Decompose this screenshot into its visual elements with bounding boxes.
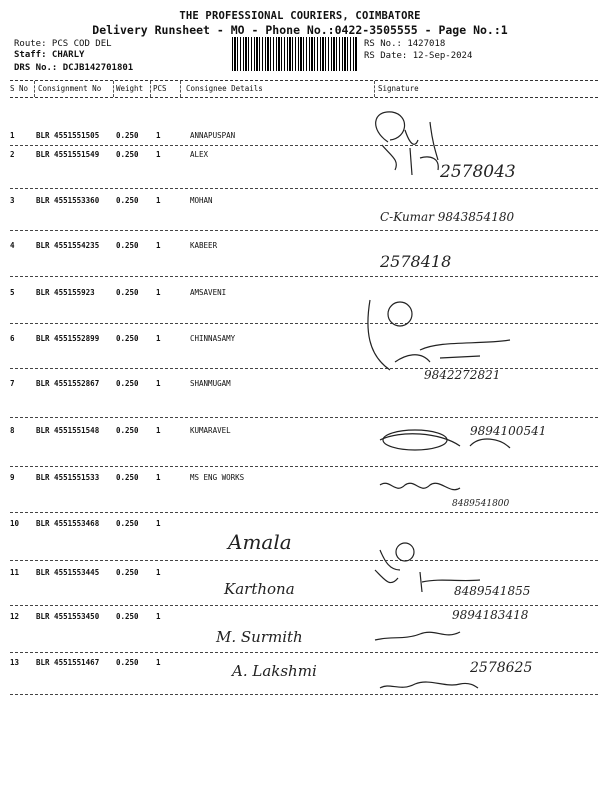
row-pcs: 1 xyxy=(156,519,161,528)
runsheet-subtitle: Delivery Runsheet - MO - Phone No.:0422-3505555 - Page No.:1 xyxy=(92,23,508,37)
row-weight: 0.250 xyxy=(116,612,139,621)
row-consignment: BLR 4551553445 xyxy=(36,568,100,577)
row-consignment: BLR 4551552899 xyxy=(36,334,100,343)
row-consignment: BLR 4551553360 xyxy=(36,196,100,205)
barcode-image xyxy=(232,37,358,71)
row-consignee: KUMARAVEL xyxy=(190,426,231,435)
staff-label: Staff: CHARLY xyxy=(14,50,85,60)
row-weight: 0.250 xyxy=(116,473,139,482)
row-consignment: BLR 4551551505 xyxy=(36,131,100,140)
row-weight: 0.250 xyxy=(116,426,139,435)
row-sno: 11 xyxy=(10,568,20,577)
row-sno: 12 xyxy=(10,612,20,621)
row-consignee: CHINNASAMY xyxy=(190,334,236,343)
row-pcs: 1 xyxy=(156,334,161,343)
row-weight: 0.250 xyxy=(116,334,139,343)
handwritten-number: 2578043 xyxy=(440,162,516,182)
row-sno: 3 xyxy=(10,196,15,205)
row-sno: 7 xyxy=(10,379,15,388)
handwritten-number: 8489541855 xyxy=(454,584,531,598)
table-header xyxy=(10,80,598,98)
row-consignment: BLR 4551553450 xyxy=(36,612,100,621)
handwritten-name: M. Surmith xyxy=(216,628,303,646)
row-sno: 2 xyxy=(10,150,15,159)
row-pcs: 1 xyxy=(156,379,161,388)
row-consignee: SHANMUGAM xyxy=(190,379,231,388)
row-consignment: BLR 4551551533 xyxy=(36,473,100,482)
handwritten-number: 2578625 xyxy=(470,660,533,676)
col-consignee: Consignee Details xyxy=(186,84,263,93)
row-consignee: MOHAN xyxy=(190,196,213,205)
row-pcs: 1 xyxy=(156,612,161,621)
row-sno: 6 xyxy=(10,334,15,343)
row-weight: 0.250 xyxy=(116,379,139,388)
row-sno: 10 xyxy=(10,519,20,528)
col-weight: Weight xyxy=(116,84,144,93)
row-sno: 13 xyxy=(10,658,20,667)
col-consignment: Consignment No xyxy=(38,84,102,93)
row-sno: 8 xyxy=(10,426,15,435)
row-pcs: 1 xyxy=(156,568,161,577)
handwritten-number: 9894100541 xyxy=(470,424,547,438)
row-consignment: BLR 455155923 xyxy=(36,288,95,297)
handwritten-name: Amala xyxy=(228,530,292,554)
handwritten-note: C-Kumar 9843854180 xyxy=(380,210,515,224)
handwritten-number: 9842272821 xyxy=(424,368,501,382)
handwritten-number: 8489541800 xyxy=(452,499,510,509)
row-pcs: 1 xyxy=(156,426,161,435)
row-consignee: ALEX xyxy=(190,150,209,159)
row-consignment: BLR 4551552867 xyxy=(36,379,100,388)
row-weight: 0.250 xyxy=(116,241,139,250)
row-pcs: 1 xyxy=(156,241,161,250)
row-weight: 0.250 xyxy=(116,288,139,297)
company-title: THE PROFESSIONAL COURIERS, COIMBATORE xyxy=(179,10,421,22)
handwritten-number: 2578418 xyxy=(380,252,452,271)
row-pcs: 1 xyxy=(156,150,161,159)
row-sno: 5 xyxy=(10,288,15,297)
row-weight: 0.250 xyxy=(116,150,139,159)
row-weight: 0.250 xyxy=(116,658,139,667)
col-signature: Signature xyxy=(378,84,419,93)
row-consignee: ANNAPUSPAN xyxy=(190,131,236,140)
handwritten-name: A. Lakshmi xyxy=(232,662,317,680)
row-consignee: KABEER xyxy=(190,241,218,250)
row-consignment: BLR 4551554235 xyxy=(36,241,100,250)
row-consignee: AMSAVENI xyxy=(190,288,227,297)
row-sno: 9 xyxy=(10,473,15,482)
col-pcs: PCS xyxy=(153,84,167,93)
row-sno: 1 xyxy=(10,131,15,140)
row-consignment: BLR 4551551549 xyxy=(36,150,100,159)
row-pcs: 1 xyxy=(156,131,161,140)
row-pcs: 1 xyxy=(156,196,161,205)
row-weight: 0.250 xyxy=(116,519,139,528)
row-weight: 0.250 xyxy=(116,131,139,140)
row-pcs: 1 xyxy=(156,473,161,482)
drs-label: DRS No.: DCJB142701801 xyxy=(14,63,134,73)
row-pcs: 1 xyxy=(156,658,161,667)
row-consignment: BLR 4551553468 xyxy=(36,519,100,528)
row-sno: 4 xyxy=(10,241,15,250)
route-label: Route: PCS COD DEL xyxy=(14,39,112,49)
handwritten-name: Karthona xyxy=(224,580,295,598)
row-consignee: MS ENG WORKS xyxy=(190,473,245,482)
row-weight: 0.250 xyxy=(116,568,139,577)
rs-date: RS Date: 12-Sep-2024 xyxy=(364,51,473,61)
col-sno: S No xyxy=(10,84,29,93)
row-consignment: BLR 4551551467 xyxy=(36,658,100,667)
row-pcs: 1 xyxy=(156,288,161,297)
rs-number: RS No.: 1427018 xyxy=(364,39,446,49)
handwritten-number: 9894183418 xyxy=(452,608,529,622)
row-consignment: BLR 4551551548 xyxy=(36,426,100,435)
row-weight: 0.250 xyxy=(116,196,139,205)
